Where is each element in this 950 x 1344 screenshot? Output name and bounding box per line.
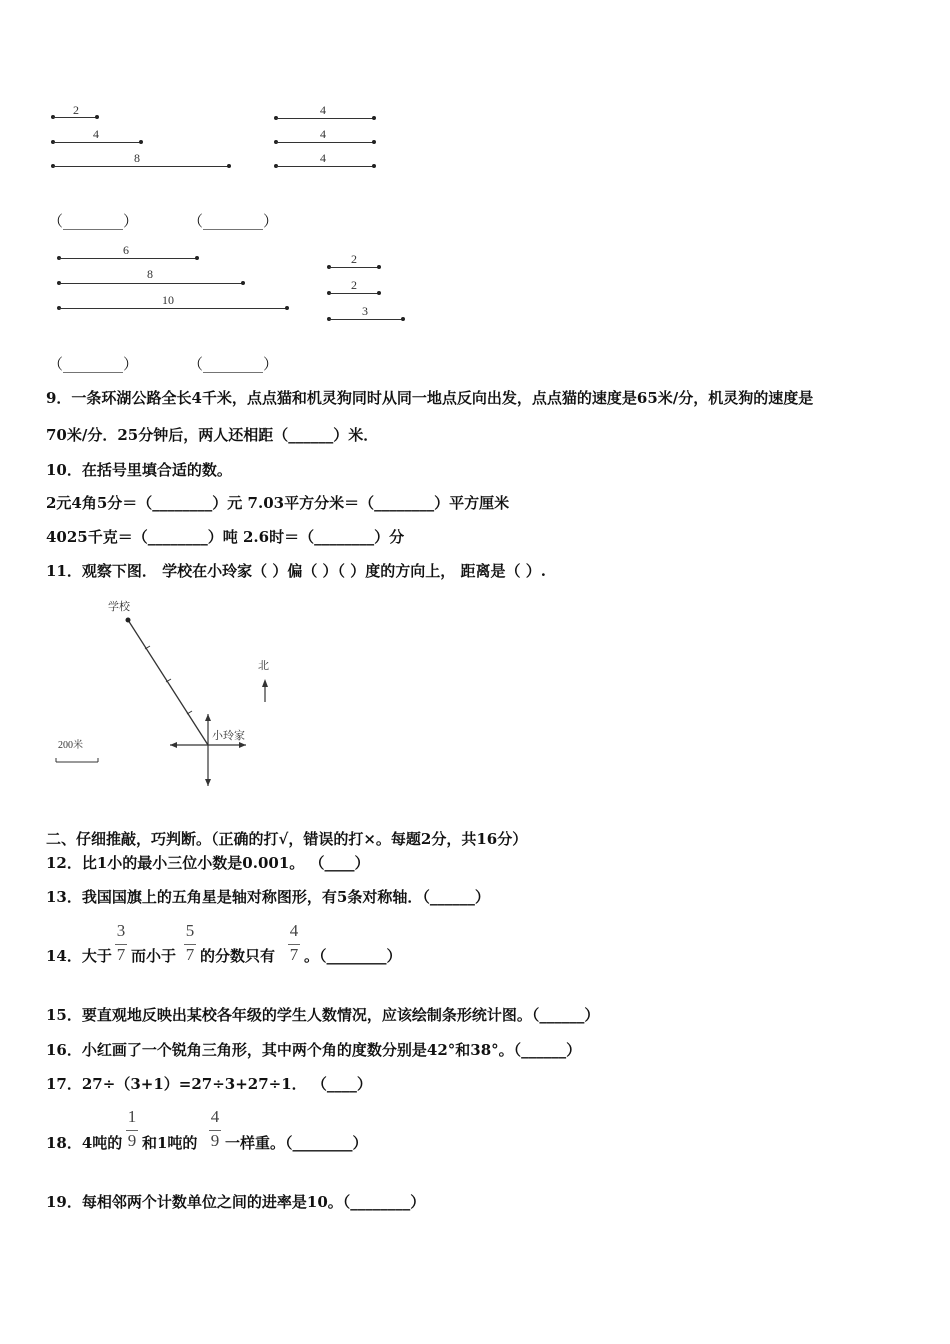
segment-line: [59, 258, 197, 259]
question-13: 13．我国国旗上的五角星是轴对称图形，有5条对称轴．（______）: [46, 888, 490, 906]
segment-endpoint: [195, 256, 199, 260]
fraction-denominator: 7: [185, 945, 195, 964]
segment-line: [276, 166, 374, 167]
fraction-numerator: 4: [289, 921, 299, 940]
question-16: 16．小红画了一个锐角三角形，其中两个角的度数分别是42°和38°。（______）: [46, 1041, 582, 1059]
question-15: 15．要直观地反映出某校各年级的学生人数情况，应该绘制条形统计图。（______）: [46, 1006, 600, 1024]
segment-endpoint: [285, 306, 289, 310]
school-point: [126, 618, 131, 623]
direction-map-figure: [40, 590, 300, 800]
question-9-line1: 9．一条环湖公路全长4千米，点点猫和机灵狗同时从同一地点反向出发，点点猫的速度是65米/分，机灵狗的速度是: [46, 389, 814, 407]
home-label: 小玲家: [212, 730, 245, 742]
north-label: 北: [258, 660, 269, 672]
segment-label: 3: [362, 304, 368, 318]
fraction-numerator: 4: [210, 1107, 220, 1126]
segment-line: [59, 283, 243, 284]
fraction-denominator: 9: [210, 1131, 220, 1150]
segment-label: 4: [93, 127, 99, 141]
question-11-text: 11．观察下图． 学校在小玲家（ ）偏（ ）（ ）度的方向上， 距离是（ ）.: [46, 562, 546, 580]
answer-blank[interactable]: （________）: [48, 212, 139, 230]
question-9-line2: 70米/分．25分钟后，两人还相距（______）米．: [46, 426, 379, 444]
question-14-mid1: 而小于: [131, 947, 177, 965]
scale-label: 200米: [58, 740, 83, 751]
segment-line: [53, 117, 97, 118]
question-19: 19．每相邻两个计数单位之间的进率是10。（________）: [46, 1193, 426, 1211]
answer-blank[interactable]: （________）: [188, 355, 279, 373]
segment-endpoint: [401, 317, 405, 321]
segment-line: [329, 293, 379, 294]
segment-label: 8: [134, 151, 140, 165]
segment-label: 2: [351, 278, 357, 292]
segment-label: 8: [147, 267, 153, 281]
question-14-suffix: 。（________）: [304, 947, 402, 965]
school-home-line: [128, 620, 208, 745]
segment-endpoint: [139, 140, 143, 144]
segment-label: 4: [320, 151, 326, 165]
question-14-prefix: 14．大于: [46, 947, 112, 965]
answer-blank[interactable]: （________）: [188, 212, 279, 230]
segment-endpoint: [95, 115, 99, 119]
question-17: 17．27÷（3+1）=27÷3+27÷1． （____）: [46, 1075, 372, 1093]
fraction-denominator: 7: [116, 945, 126, 964]
fraction-numerator: 3: [116, 921, 126, 940]
segment-line: [53, 166, 229, 167]
answer-blank[interactable]: （________）: [48, 355, 139, 373]
segment-endpoint: [372, 140, 376, 144]
segment-label: 2: [351, 252, 357, 266]
segment-line: [329, 267, 379, 268]
segment-endpoint: [377, 265, 381, 269]
segment-line: [276, 142, 374, 143]
segment-label: 4: [320, 103, 326, 117]
question-18-prefix: 18．4吨的: [46, 1134, 123, 1152]
segment-label: 6: [123, 243, 129, 257]
question-10-line2: 4025千克＝（________）吨 2.6时＝（________）分: [46, 528, 405, 546]
school-label: 学校: [108, 601, 130, 613]
fraction-numerator: 5: [185, 921, 195, 940]
question-18-mid: 和1吨的: [142, 1134, 198, 1152]
segment-line: [53, 142, 141, 143]
fraction-denominator: 7: [289, 945, 299, 964]
segment-endpoint: [227, 164, 231, 168]
question-12: 12．比1小的最小三位小数是0.001。 （____）: [46, 854, 370, 872]
fraction-numerator: 1: [127, 1107, 137, 1126]
segment-endpoint: [377, 291, 381, 295]
question-10-line1: 2元4角5分＝（________）元 7.03平方分米＝（________）平方厘米: [46, 494, 510, 512]
segment-label: 4: [320, 127, 326, 141]
segment-line: [59, 308, 287, 309]
section-2-heading: 二、仔细推敲，巧判断。（正确的打√，错误的打×。每题2分，共16分）: [46, 830, 528, 848]
segment-endpoint: [372, 164, 376, 168]
segment-endpoint: [372, 116, 376, 120]
fraction-denominator: 9: [127, 1131, 137, 1150]
question-14-mid2: 的分数只有: [200, 947, 276, 965]
segment-label: 10: [162, 293, 174, 307]
question-18-suffix: 一样重。（________）: [225, 1134, 368, 1152]
segment-line: [329, 319, 403, 320]
segment-label: 2: [73, 103, 79, 117]
question-10-title: 10．在括号里填合适的数。: [46, 461, 232, 479]
segment-endpoint: [241, 281, 245, 285]
segment-line: [276, 118, 374, 119]
